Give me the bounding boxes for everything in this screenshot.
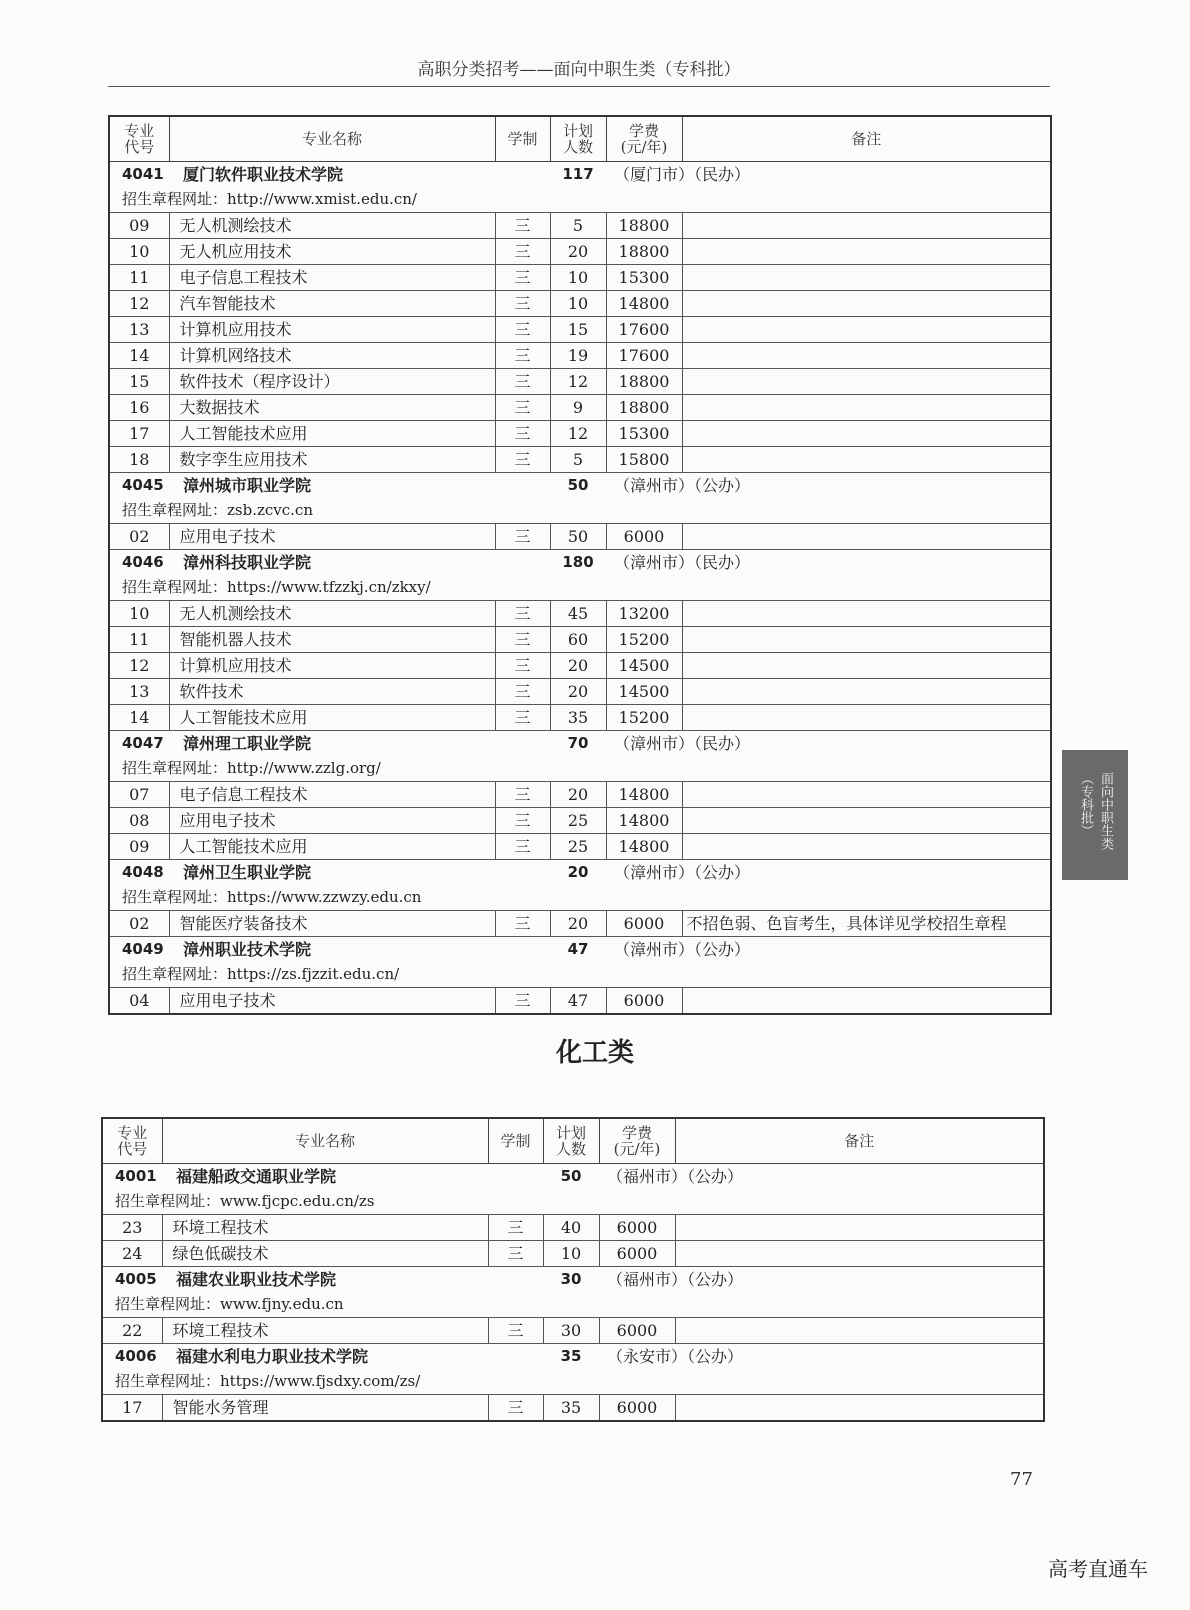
major-name: 应用电子技术 (169, 808, 495, 834)
major-years: 三 (495, 291, 550, 317)
major-row (109, 421, 1051, 447)
school-location: （福州市）（公办） (607, 1167, 744, 1186)
major-code: 15 (109, 369, 169, 395)
major-plan-count: 30 (543, 1318, 599, 1344)
major-name: 无人机应用技术 (169, 239, 495, 265)
major-row (109, 213, 1051, 239)
major-tuition: 6000 (606, 524, 682, 550)
major-code: 02 (109, 524, 169, 550)
major-tuition: 18800 (606, 395, 682, 421)
major-plan-count: 20 (550, 239, 606, 265)
school-row (109, 937, 1051, 963)
major-row (109, 627, 1051, 653)
major-code: 13 (109, 317, 169, 343)
major-code: 16 (109, 395, 169, 421)
major-row (102, 1395, 1044, 1422)
major-years: 三 (495, 317, 550, 343)
major-name: 汽车智能技术 (169, 291, 495, 317)
major-note (682, 343, 1051, 369)
school-code: 4047 (109, 731, 169, 757)
school-admission-url: 招生章程网址：zsb.zcvc.cn (109, 498, 1051, 524)
major-plan-count: 35 (550, 705, 606, 731)
major-note (682, 447, 1051, 473)
major-plan-count: 12 (550, 421, 606, 447)
school-admission-url: 招生章程网址：https://zs.fjzzit.edu.cn/ (109, 962, 1051, 988)
school-row (109, 731, 1051, 757)
major-tuition: 6000 (599, 1241, 675, 1267)
major-name: 计算机网络技术 (169, 343, 495, 369)
major-name: 无人机测绘技术 (169, 213, 495, 239)
major-plan-count: 45 (550, 601, 606, 627)
major-note (682, 834, 1051, 860)
school-admission-url: 招生章程网址：https://www.zzwzy.edu.cn (109, 885, 1051, 911)
school-code: 4006 (102, 1344, 162, 1370)
major-code: 17 (102, 1395, 162, 1422)
major-note (682, 782, 1051, 808)
major-code: 11 (109, 627, 169, 653)
watermark-text: 高考直通车 (1048, 1557, 1148, 1581)
major-years: 三 (495, 239, 550, 265)
school-plan-count: 117 (562, 165, 594, 183)
major-code: 02 (109, 911, 169, 937)
major-row (102, 1241, 1044, 1267)
major-tuition: 15300 (606, 421, 682, 447)
major-name: 智能机器人技术 (169, 627, 495, 653)
major-tuition: 6000 (599, 1215, 675, 1241)
major-row (109, 808, 1051, 834)
header-years: 学制 (495, 116, 550, 162)
major-years: 三 (495, 911, 550, 937)
major-note (682, 421, 1051, 447)
major-row (102, 1318, 1044, 1344)
enrollment-table-chemical (101, 1117, 1045, 1422)
school-url-row (109, 187, 1051, 213)
school-row (109, 162, 1051, 188)
major-tuition: 17600 (606, 343, 682, 369)
major-years: 三 (495, 627, 550, 653)
major-years: 三 (488, 1241, 543, 1267)
major-name: 大数据技术 (169, 395, 495, 421)
school-row (102, 1164, 1044, 1190)
major-row (109, 653, 1051, 679)
major-row (109, 988, 1051, 1015)
major-name: 应用电子技术 (169, 524, 495, 550)
major-years: 三 (488, 1215, 543, 1241)
major-code: 22 (102, 1318, 162, 1344)
school-plan-count: 35 (560, 1347, 582, 1365)
major-plan-count: 50 (550, 524, 606, 550)
major-plan-count: 25 (550, 808, 606, 834)
table-header-row (102, 1118, 1044, 1164)
major-code: 09 (109, 213, 169, 239)
major-row (109, 369, 1051, 395)
major-row (109, 834, 1051, 860)
school-location: （永安市）（公办） (607, 1347, 744, 1366)
school-url-row (109, 962, 1051, 988)
school-name: 漳州理工职业学院 (183, 734, 312, 753)
school-name: 福建船政交通职业学院 (176, 1167, 337, 1186)
major-name: 计算机应用技术 (169, 317, 495, 343)
major-code: 10 (109, 601, 169, 627)
school-plan-count: 70 (567, 734, 589, 752)
major-code: 11 (109, 265, 169, 291)
major-plan-count: 10 (550, 265, 606, 291)
school-row (109, 860, 1051, 886)
major-years: 三 (495, 834, 550, 860)
school-plan-count: 20 (567, 863, 589, 881)
header-name: 专业名称 (162, 1118, 488, 1164)
major-note (682, 679, 1051, 705)
school-plan-count: 47 (567, 940, 589, 958)
major-name: 人工智能技术应用 (169, 834, 495, 860)
major-plan-count: 10 (550, 291, 606, 317)
header-code: 专业 代号 (109, 116, 169, 162)
running-header: 高职分类招考——面向中职生类（专科批） (108, 60, 1050, 87)
school-location: （福州市）（公办） (607, 1270, 744, 1289)
major-plan-count: 35 (543, 1395, 599, 1422)
header-fee: 学费 (元/年) (606, 116, 682, 162)
major-row (109, 343, 1051, 369)
major-code: 04 (109, 988, 169, 1015)
major-note (675, 1318, 1044, 1344)
school-url-row (109, 756, 1051, 782)
school-code: 4041 (109, 162, 169, 188)
major-tuition: 14800 (606, 782, 682, 808)
school-name: 厦门软件职业技术学院 (183, 165, 344, 184)
major-code: 09 (109, 834, 169, 860)
major-name: 环境工程技术 (162, 1215, 488, 1241)
major-years: 三 (495, 343, 550, 369)
major-note (682, 213, 1051, 239)
header-note: 备注 (675, 1118, 1044, 1164)
major-plan-count: 19 (550, 343, 606, 369)
school-code: 4049 (109, 937, 169, 963)
major-note (682, 369, 1051, 395)
school-location: （漳州市）（公办） (614, 476, 751, 495)
school-admission-url: 招生章程网址：www.fjny.edu.cn (102, 1292, 1044, 1318)
major-years: 三 (495, 782, 550, 808)
school-admission-url: 招生章程网址：https://www.fjsdxy.com/zs/ (102, 1369, 1044, 1395)
major-years: 三 (488, 1318, 543, 1344)
major-note (682, 988, 1051, 1015)
school-code: 4048 (109, 860, 169, 886)
major-tuition: 15200 (606, 705, 682, 731)
major-plan-count: 20 (550, 911, 606, 937)
header-plan: 计划 人数 (550, 116, 606, 162)
school-name: 漳州职业技术学院 (183, 940, 312, 959)
school-url-row (102, 1189, 1044, 1215)
major-code: 12 (109, 291, 169, 317)
major-years: 三 (495, 421, 550, 447)
school-location: （漳州市）（民办） (614, 553, 751, 572)
major-note (682, 239, 1051, 265)
major-plan-count: 12 (550, 369, 606, 395)
major-code: 18 (109, 447, 169, 473)
major-tuition: 14800 (606, 834, 682, 860)
major-row (109, 911, 1051, 937)
major-note (682, 705, 1051, 731)
major-row (109, 239, 1051, 265)
major-tuition: 14500 (606, 653, 682, 679)
major-years: 三 (495, 447, 550, 473)
major-years: 三 (488, 1395, 543, 1422)
major-note (682, 601, 1051, 627)
major-years: 三 (495, 808, 550, 834)
major-plan-count: 5 (550, 447, 606, 473)
major-note (675, 1395, 1044, 1422)
school-plan-count: 180 (562, 553, 594, 571)
major-code: 24 (102, 1241, 162, 1267)
major-note (682, 653, 1051, 679)
major-code: 12 (109, 653, 169, 679)
school-row (102, 1344, 1044, 1370)
major-name: 无人机测绘技术 (169, 601, 495, 627)
header-name: 专业名称 (169, 116, 495, 162)
school-url-row (102, 1292, 1044, 1318)
major-tuition: 15200 (606, 627, 682, 653)
major-plan-count: 5 (550, 213, 606, 239)
major-row (102, 1215, 1044, 1241)
school-code: 4046 (109, 550, 169, 576)
major-name: 电子信息工程技术 (169, 782, 495, 808)
major-years: 三 (495, 679, 550, 705)
major-name: 数字孪生应用技术 (169, 447, 495, 473)
school-code: 4045 (109, 473, 169, 499)
major-tuition: 13200 (606, 601, 682, 627)
major-tuition: 18800 (606, 213, 682, 239)
major-years: 三 (495, 395, 550, 421)
school-name: 漳州城市职业学院 (183, 476, 312, 495)
school-url-row (109, 885, 1051, 911)
major-row (109, 291, 1051, 317)
major-name: 人工智能技术应用 (169, 421, 495, 447)
major-code: 10 (109, 239, 169, 265)
major-code: 13 (109, 679, 169, 705)
school-name: 漳州科技职业学院 (183, 553, 312, 572)
section-title-chemical: 化工类 (555, 1038, 634, 1068)
major-tuition: 6000 (599, 1318, 675, 1344)
school-url-row (102, 1369, 1044, 1395)
major-name: 人工智能技术应用 (169, 705, 495, 731)
major-note (682, 627, 1051, 653)
major-plan-count: 20 (550, 679, 606, 705)
major-row (109, 265, 1051, 291)
major-plan-count: 47 (550, 988, 606, 1015)
header-note: 备注 (682, 116, 1051, 162)
major-tuition: 18800 (606, 369, 682, 395)
major-note (682, 395, 1051, 421)
major-row (109, 782, 1051, 808)
major-name: 应用电子技术 (169, 988, 495, 1015)
school-plan-count: 30 (560, 1270, 582, 1288)
school-plan-count: 50 (560, 1167, 582, 1185)
major-name: 智能医疗装备技术 (169, 911, 495, 937)
major-plan-count: 9 (550, 395, 606, 421)
school-admission-url: 招生章程网址：http://www.xmist.edu.cn/ (109, 187, 1051, 213)
school-admission-url: 招生章程网址：www.fjcpc.edu.cn/zs (102, 1189, 1044, 1215)
major-name: 电子信息工程技术 (169, 265, 495, 291)
school-name: 漳州卫生职业学院 (183, 863, 312, 882)
major-code: 23 (102, 1215, 162, 1241)
major-years: 三 (495, 653, 550, 679)
major-name: 智能水务管理 (162, 1395, 488, 1422)
major-row (109, 447, 1051, 473)
major-years: 三 (495, 213, 550, 239)
school-name: 福建农业职业技术学院 (176, 1270, 337, 1289)
major-code: 17 (109, 421, 169, 447)
page-number: 77 (1010, 1469, 1033, 1490)
major-name: 计算机应用技术 (169, 653, 495, 679)
major-tuition: 15800 (606, 447, 682, 473)
major-row (109, 317, 1051, 343)
major-note: 不招色弱、色盲考生，具体详见学校招生章程 (682, 911, 1051, 937)
major-plan-count: 20 (550, 782, 606, 808)
major-plan-count: 25 (550, 834, 606, 860)
major-years: 三 (495, 265, 550, 291)
major-tuition: 14800 (606, 291, 682, 317)
major-tuition: 15300 (606, 265, 682, 291)
major-plan-count: 20 (550, 653, 606, 679)
header-years: 学制 (488, 1118, 543, 1164)
side-section-tab (1062, 750, 1128, 880)
major-tuition: 6000 (606, 988, 682, 1015)
school-location: （漳州市）（民办） (614, 734, 751, 753)
major-row (109, 395, 1051, 421)
major-name: 绿色低碳技术 (162, 1241, 488, 1267)
major-tuition: 14500 (606, 679, 682, 705)
table-header-row (109, 116, 1051, 162)
enrollment-table-electronics (108, 115, 1052, 1015)
school-admission-url: 招生章程网址：http://www.zzlg.org/ (109, 756, 1051, 782)
school-location: （厦门市）（民办） (614, 165, 751, 184)
school-location: （漳州市）（公办） (614, 863, 751, 882)
school-url-row (109, 575, 1051, 601)
school-code: 4001 (102, 1164, 162, 1190)
major-note (682, 317, 1051, 343)
school-plan-count: 50 (567, 476, 589, 494)
side-tab-line2: （专科批） (1078, 772, 1093, 837)
major-tuition: 6000 (599, 1395, 675, 1422)
major-note (682, 808, 1051, 834)
major-tuition: 6000 (606, 911, 682, 937)
school-row (102, 1267, 1044, 1293)
school-name: 福建水利电力职业技术学院 (176, 1347, 369, 1366)
school-location: （漳州市）（公办） (614, 940, 751, 959)
major-code: 14 (109, 343, 169, 369)
major-note (675, 1241, 1044, 1267)
major-name: 软件技术（程序设计） (169, 369, 495, 395)
school-admission-url: 招生章程网址：https://www.tfzzkj.cn/zkxy/ (109, 575, 1051, 601)
school-url-row (109, 498, 1051, 524)
major-note (682, 265, 1051, 291)
major-years: 三 (495, 369, 550, 395)
major-plan-count: 10 (543, 1241, 599, 1267)
major-note (682, 524, 1051, 550)
major-years: 三 (495, 705, 550, 731)
major-years: 三 (495, 988, 550, 1015)
major-row (109, 705, 1051, 731)
major-note (682, 291, 1051, 317)
major-tuition: 18800 (606, 239, 682, 265)
school-row (109, 473, 1051, 499)
major-code: 08 (109, 808, 169, 834)
major-code: 07 (109, 782, 169, 808)
major-tuition: 17600 (606, 317, 682, 343)
major-code: 14 (109, 705, 169, 731)
major-name: 环境工程技术 (162, 1318, 488, 1344)
header-fee: 学费 (元/年) (599, 1118, 675, 1164)
major-plan-count: 15 (550, 317, 606, 343)
major-plan-count: 40 (543, 1215, 599, 1241)
side-tab-line1: 面向中职生类 (1098, 772, 1113, 850)
school-row (109, 550, 1051, 576)
major-years: 三 (495, 524, 550, 550)
major-row (109, 679, 1051, 705)
major-years: 三 (495, 601, 550, 627)
major-plan-count: 60 (550, 627, 606, 653)
major-row (109, 601, 1051, 627)
major-note (675, 1215, 1044, 1241)
major-name: 软件技术 (169, 679, 495, 705)
major-tuition: 14800 (606, 808, 682, 834)
header-code: 专业 代号 (102, 1118, 162, 1164)
major-row (109, 524, 1051, 550)
school-code: 4005 (102, 1267, 162, 1293)
header-plan: 计划 人数 (543, 1118, 599, 1164)
